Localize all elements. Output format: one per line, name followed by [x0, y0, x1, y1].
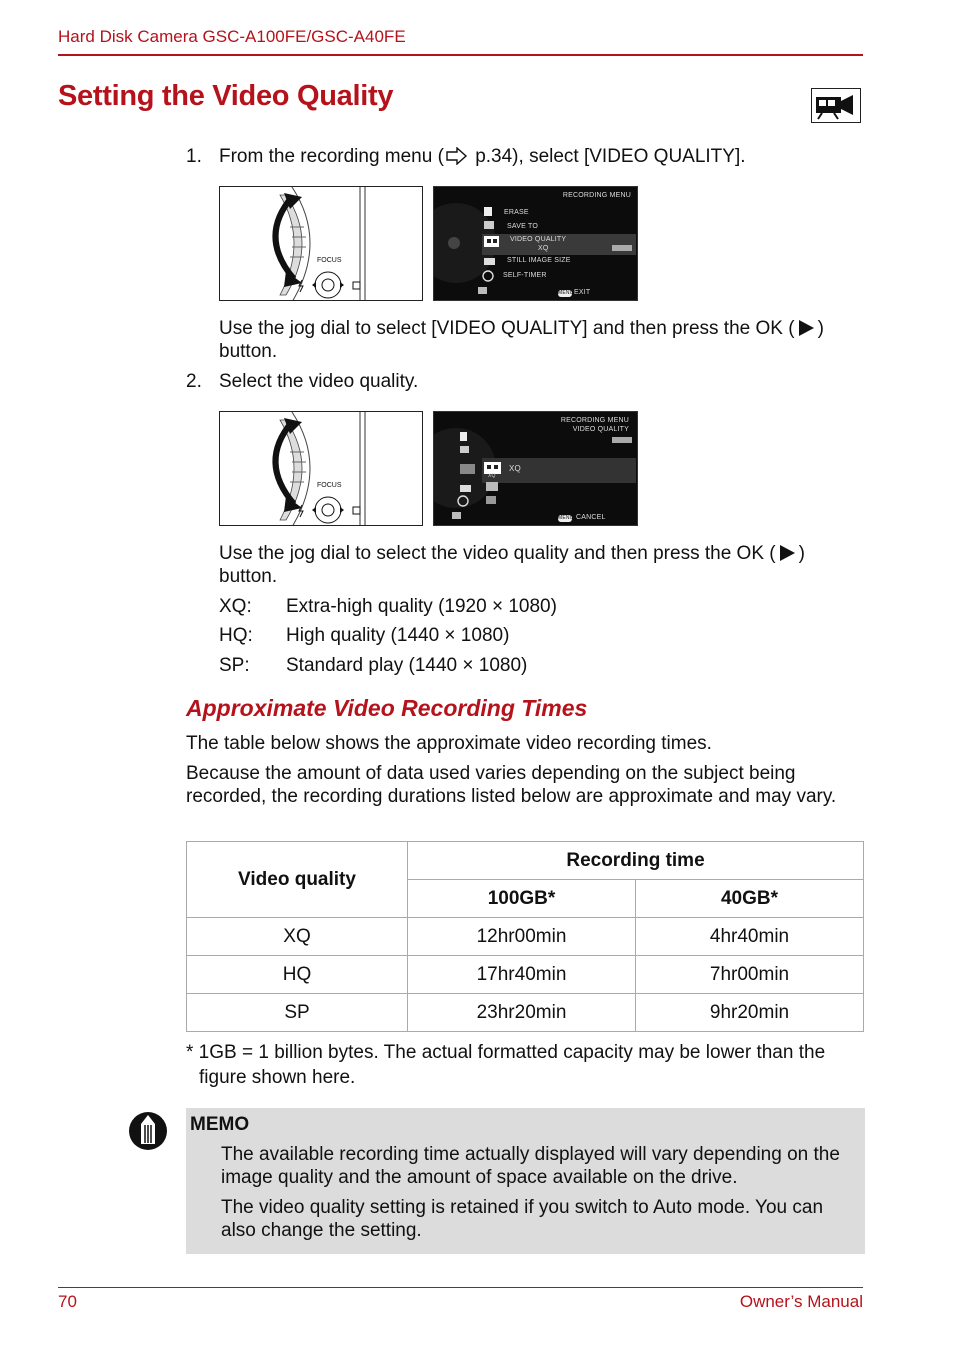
step-1-caption-after: )	[817, 318, 824, 339]
step-1-text-after: p.34), select [VIDEO QUALITY].	[469, 146, 746, 167]
memo-paragraph-1: The available recording time actually displayed will vary depending on the image quality and the amount of space available on the drive.	[221, 1144, 840, 1188]
video-camera-icon	[811, 88, 861, 123]
menu-item-self-timer: SELF-TIMER	[503, 272, 547, 279]
step-2-caption	[219, 542, 805, 568]
table-row	[187, 956, 864, 994]
cell-quality: SP	[187, 994, 408, 1032]
memo-box	[186, 1108, 865, 1254]
menu-header-line1: RECORDING MENU	[560, 417, 629, 424]
quality-desc-sp: Standard play (1440 × 1080)	[286, 655, 528, 676]
focus-label: FOCUS	[317, 257, 342, 264]
step-2-number: 2.	[186, 371, 202, 392]
col-header-40gb: 40GB*	[636, 880, 864, 918]
cell-quality: HQ	[187, 956, 408, 994]
pencil-memo-icon	[128, 1110, 168, 1152]
memo-paragraph-2: The video quality setting is retained if you switch to Auto mode. You can also change the setting.	[221, 1197, 824, 1241]
camera-jog-dial-image-2	[219, 411, 423, 526]
step-1-text	[219, 145, 746, 171]
menu-cancel-label: CANCEL	[576, 514, 606, 521]
step-1-caption-line2: button.	[219, 341, 278, 362]
quality-desc-hq: High quality (1440 × 1080)	[286, 625, 510, 646]
header-rule	[58, 54, 863, 56]
manual-name: Owner’s Manual	[739, 1292, 863, 1311]
quality-code-hq: HQ:	[219, 625, 253, 646]
menu-key: MENU	[558, 290, 574, 296]
step-1-text-before: From the recording menu (	[219, 146, 444, 167]
page-title: Setting the Video Quality	[58, 80, 394, 112]
menu-item-xq: XQ	[538, 245, 549, 252]
video-quality-menu-screen	[433, 411, 638, 526]
cell-40gb: 9hr20min	[636, 994, 864, 1032]
page-number: 70	[58, 1292, 77, 1311]
cell-100gb: 23hr20min	[408, 994, 636, 1032]
menu-item-still-image-size: STILL IMAGE SIZE	[507, 257, 571, 264]
memo-title: MEMO	[190, 1114, 250, 1135]
quality-desc-xq: Extra-high quality (1920 × 1080)	[286, 596, 557, 617]
cell-quality: XQ	[187, 918, 408, 956]
step-1-number: 1.	[186, 146, 202, 167]
footer-rule	[58, 1287, 863, 1288]
section-title: Approximate Video Recording Times	[186, 695, 588, 721]
menu-item-erase: ERASE	[504, 209, 529, 216]
footnote-line-1: * 1GB = 1 billion bytes. The actual formatted capacity may be lower than the	[186, 1042, 826, 1063]
col-header-100gb: 100GB*	[408, 880, 636, 918]
cell-40gb: 7hr00min	[636, 956, 864, 994]
quality-code-xq: XQ:	[219, 596, 252, 617]
menu-exit-label: EXIT	[574, 289, 591, 296]
step-2-text: Select the video quality.	[219, 371, 419, 392]
play-right-icon-2	[779, 544, 796, 568]
quality-option-xq: XQ	[509, 464, 521, 473]
table-row	[187, 994, 864, 1032]
step-2-caption-line2: button.	[219, 566, 278, 587]
menu-header-line2: VIDEO QUALITY	[572, 426, 629, 433]
running-header: Hard Disk Camera GSC-A100FE/GSC-A40FE	[58, 27, 406, 46]
menu-header: RECORDING MENU	[562, 192, 631, 199]
quality-option-xq-small: XQ	[488, 473, 496, 479]
col-header-quality: Video quality	[187, 842, 408, 918]
focus-label-2: FOCUS	[317, 482, 342, 489]
recording-time-table	[186, 841, 864, 1032]
cell-100gb: 12hr00min	[408, 918, 636, 956]
section-para-1: The table below shows the approximate video recording times.	[186, 733, 712, 754]
menu-item-video-quality: VIDEO QUALITY	[510, 236, 567, 243]
section-para-2: Because the amount of data used varies depending on the subject being recorded, the recording durations listed below are approximate and may vary.	[186, 763, 837, 807]
step-2-caption-after: )	[798, 543, 805, 564]
footnote-line-2: figure shown here.	[199, 1067, 356, 1088]
quality-code-sp: SP:	[219, 655, 250, 676]
play-right-icon	[798, 319, 815, 343]
table-row	[187, 918, 864, 956]
cell-40gb: 4hr40min	[636, 918, 864, 956]
step-2-caption-before: Use the jog dial to select the video quality and then press the OK (	[219, 543, 776, 564]
cell-100gb: 17hr40min	[408, 956, 636, 994]
camera-jog-dial-image	[219, 186, 423, 301]
step-1-caption-before: Use the jog dial to select [VIDEO QUALITY] and then press the OK (	[219, 318, 795, 339]
recording-menu-screen	[433, 186, 638, 301]
step-1-caption	[219, 317, 824, 343]
arrow-reference-icon	[446, 147, 468, 171]
col-header-recording-time: Recording time	[408, 842, 864, 880]
menu-key-2: MENU	[558, 515, 574, 521]
menu-item-save-to: SAVE TO	[507, 223, 538, 230]
